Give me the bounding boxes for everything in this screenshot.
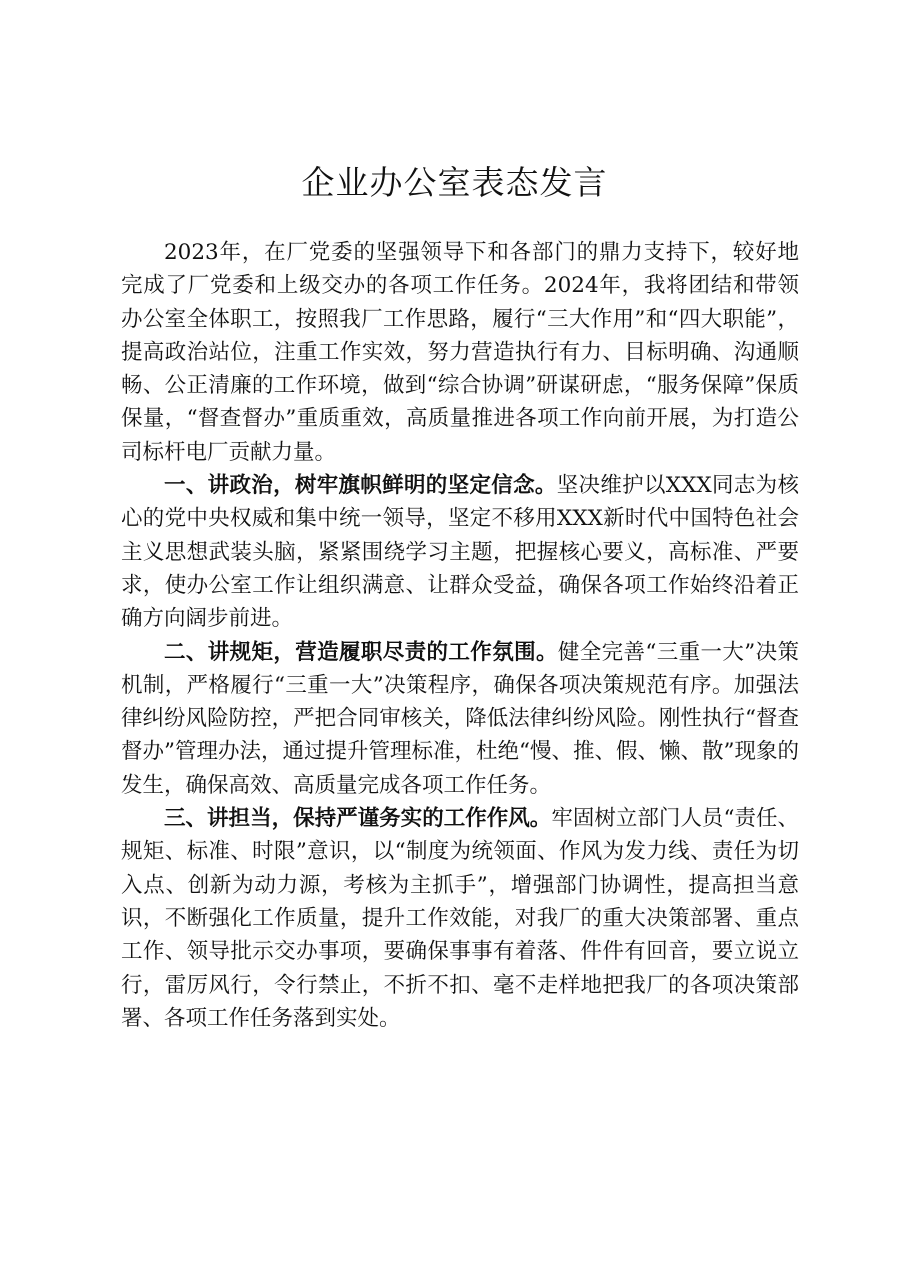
paragraph-responsibility (121, 802, 799, 1035)
section-heading: 二、讲规矩，营造履职尽责的工作氛围。 (164, 639, 558, 665)
document-body (121, 236, 799, 1035)
section-heading: 三、讲担当，保持严谨务实的工作作风。 (164, 806, 552, 832)
document-title: 企业办公室表态发言 (301, 163, 608, 202)
paragraph-politics (121, 469, 799, 635)
paragraph-text: 健全完善“三重一大”决策机制，严格履行“三重一大”决策程序，确保各项决策规范有序。加强法律纠纷风险防控，严把合同审核关，降低法律纠纷风险。刚性执行“督查督办”管理办法，通过提升管理标准，杜绝“慢、推、假、懒、散”现象的发生，确保高效、高质量完成各项工作任务。 (121, 639, 800, 798)
paragraph-rules (121, 636, 799, 802)
paragraph-text: 2023年，在厂党委的坚强领导下和各部门的鼎力支持下，较好地完成了厂党委和上级交办的各项工作任务。2024年，我将团结和带领办公室全体职工，按照我厂工作思路，履行“三大作用”和“四大职能”，提高政治站位，注重工作实效，努力营造执行有力、目标明确、沟通顺畅、公正清廉的工作环境，做到“综合协调”研谋研虑，“服务保障”保质保量，“督查督办”重质重效，高质量推进各项工作向前开展，为打造公司标杆电厂贡献力量。 (121, 240, 799, 465)
paragraph-intro (121, 236, 799, 469)
paragraph-text: 牢固树立部门人员“责任、规矩、标准、时限”意识，以“制度为统领面、作风为发力线、责任为切入点、创新为动力源，考核为主抓手”，增强部门协调性，提高担当意识，不断强化工作质量，提升工作效能，对我厂的重大决策部署、重点工作、领导批示交办事项，要确保事事有着落、件件有回音，要立说立行，雷厉风行，令行禁止，不折不扣、毫不走样地把我厂的各项决策部署、各项工作任务落到实处。 (121, 806, 799, 1031)
paragraph-text: 坚决维护以XXX同志为核心的党中央权威和集中统一领导，坚定不移用XXX新时代中国特色社会主义思想武装头脑，紧紧围绕学习主题，把握核心要义，高标准、严要求，使办公室工作让组织满意、让群众受益，确保各项工作始终沿着正确方向阔步前进。 (121, 473, 799, 632)
section-heading: 一、讲政治，树牢旗帜鲜明的坚定信念。 (164, 473, 557, 499)
